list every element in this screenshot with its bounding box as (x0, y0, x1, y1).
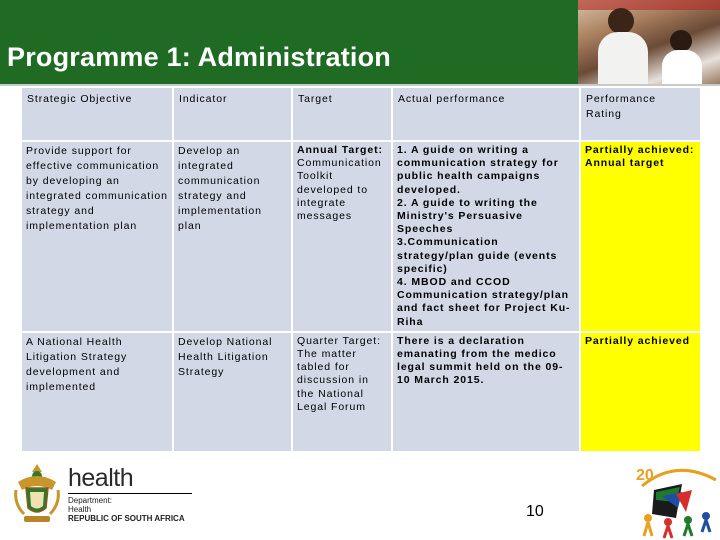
actual-item: 2. A guide to writing the Ministry's Persuasive Speeches (397, 196, 538, 236)
header-indicator: Indicator (174, 88, 291, 140)
actual-item: 3.Communication strategy/plan guide (events specific) (397, 236, 558, 275)
page-number: 10 (526, 503, 544, 520)
header-actual-performance: Actual performance (393, 88, 579, 140)
target-cell (293, 142, 391, 331)
actual-cell (393, 333, 579, 451)
objective-cell: A National Health Litigation Strategy development and implemented (22, 333, 172, 451)
actual-item: 1. A guide on writing a communication strategy for public health campaigns developed. (397, 144, 559, 196)
coat-of-arms-logo (12, 460, 62, 526)
header-strategic-objective: Strategic Objective (22, 88, 172, 140)
twenty-years-freedom-logo (632, 456, 720, 540)
department-name: Health (68, 505, 92, 514)
logo-divider (68, 493, 192, 494)
header-target: Target (293, 88, 391, 140)
svg-text:20: 20 (636, 467, 654, 484)
actual-cell (393, 142, 579, 331)
health-logo-text: health (68, 464, 134, 492)
department-label: Department: (68, 496, 113, 505)
table-row (22, 333, 700, 451)
target-label: Annual Target: (297, 144, 383, 156)
performance-table (20, 86, 702, 453)
objective-cell: Provide support for effective communication by developing an integrated communication strategy and implementation plan (22, 142, 172, 331)
header-performance-rating: Performance Rating (581, 88, 700, 140)
target-text: Quarter Target: The matter tabled for discussion in the National Legal Forum (297, 334, 381, 413)
rating-cell: Partially achieved (581, 333, 700, 451)
indicator-cell: Develop National Health Litigation Strategy (174, 333, 291, 451)
page-title: Programme 1: Administration (7, 42, 391, 72)
actual-item: There is a declaration emanating from the medico legal summit held on the 09-10 March 2015. (397, 334, 564, 387)
indicator-cell: Develop an integrated communication strategy and implementation plan (174, 142, 291, 331)
actual-item: 4. MBOD and CCOD Communication strategy/plan and fact sheet for Project Ku-Riha (397, 276, 571, 328)
country-name: REPUBLIC OF SOUTH AFRICA (68, 514, 185, 523)
table-row (22, 142, 700, 331)
target-cell (293, 333, 391, 451)
target-text: Communication Toolkit developed to integrate messages (297, 157, 382, 223)
table-header-row (22, 88, 700, 140)
rating-cell: Partially achieved: Annual target (581, 142, 700, 331)
header-photo-image (578, 0, 720, 84)
